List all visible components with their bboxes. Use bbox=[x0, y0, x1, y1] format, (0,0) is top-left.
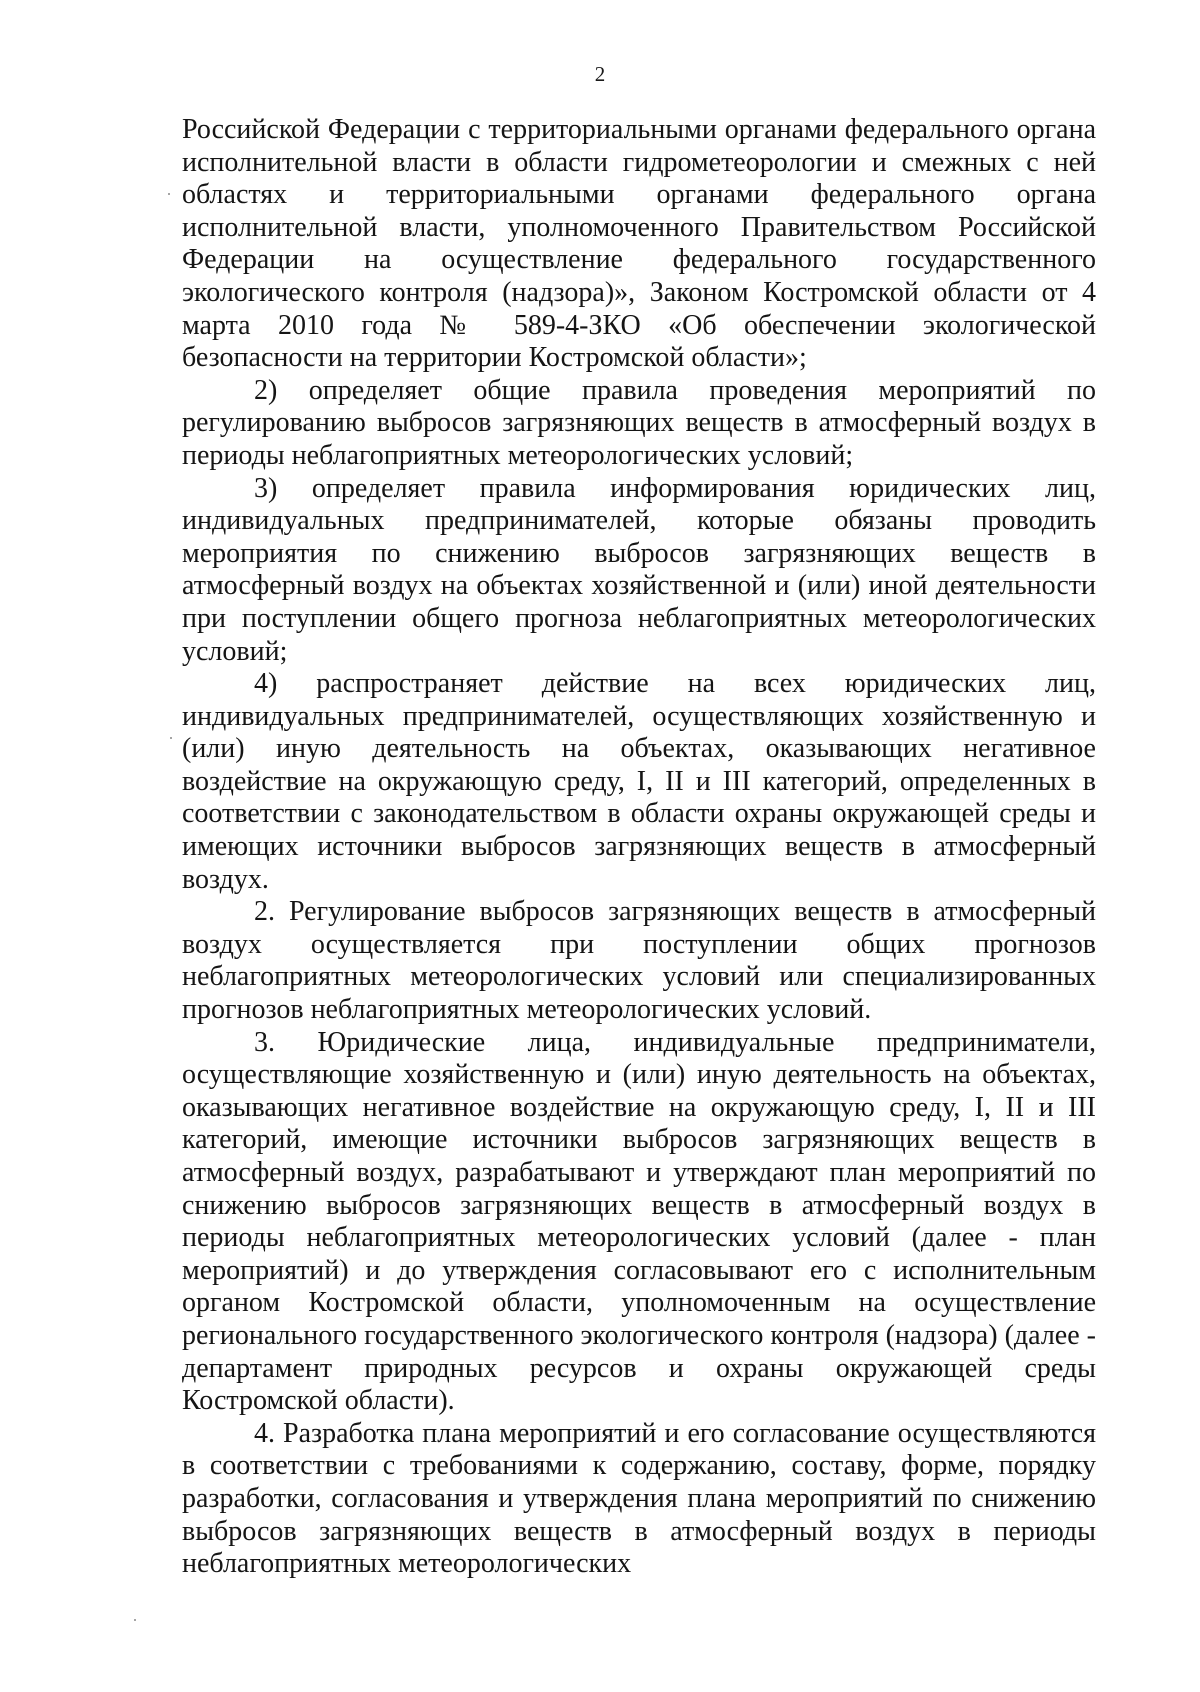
paragraph-continuation: Российской Федерации с территориальными органами федерального органа исполнительной власти в области гидрометеорологии и смежных с ней областях и территориальными органами федерального органа исполнительной власти, уполномоченного Правительством Российской Федерации на осуществление федерального государственного экологического контроля (надзора)», Законом Костромской области от 4 марта 2010 года № 589-4-ЗКО «Об обеспечении экологической безопасности на территории Костромской области»; bbox=[182, 114, 1096, 374]
paragraph-section-2: 2. Регулирование выбросов загрязняющих веществ в атмосферный воздух осуществляется при поступлении общих прогнозов неблагоприятных метеорологических условий или специализированных прогнозов неблагоприятных метеорологических условий. bbox=[182, 896, 1096, 1026]
scan-speck bbox=[168, 193, 170, 195]
paragraph-item-4: 4) распространяет действие на всех юридических лиц, индивидуальных предпринимателей, осуществляющих хозяйственную и (или) иную деятельность на объектах, оказывающих негативное воздействие на окружающую среду, I, II и III категорий, определенных в соответствии с законодательством в области охраны окружающей среды и имеющих источники выбросов загрязняющих веществ в атмосферный воздух. bbox=[182, 668, 1096, 895]
page-number: 2 bbox=[594, 62, 606, 86]
scan-speck bbox=[170, 737, 172, 739]
document-body bbox=[182, 114, 1096, 1581]
paragraph-item-2: 2) определяет общие правила проведения мероприятий по регулированию выбросов загрязняющих веществ в атмосферный воздух в периоды неблагоприятных метеорологических условий; bbox=[182, 374, 1096, 471]
paragraph-section-3: 3. Юридические лица, индивидуальные предприниматели, осуществляющие хозяйственную и (или) иную деятельность на объектах, оказывающих негативное воздействие на окружающую среду, I, II и III категорий, имеющие источники выбросов загрязняющих веществ в атмосферный воздух, разрабатывают и утверждают план мероприятий по снижению выбросов загрязняющих веществ в атмосферный воздух в периоды неблагоприятных метеорологических условий (далее - план мероприятий) и до утверждения согласовывают его с исполнительным органом Костромской области, уполномоченным на осуществление регионального государственного экологического контроля (надзора) (далее - департамент природных ресурсов и охраны окружающей среды Костромской области). bbox=[182, 1026, 1096, 1417]
scan-speck bbox=[134, 1619, 136, 1621]
paragraph-item-3: 3) определяет правила информирования юридических лиц, индивидуальных предпринимателей, которые обязаны проводить мероприятия по снижению выбросов загрязняющих веществ в атмосферный воздух на объектах хозяйственной и (или) иной деятельности при поступлении общего прогноза неблагоприятных метеорологических условий; bbox=[182, 472, 1096, 667]
paragraph-section-4: 4. Разработка плана мероприятий и его согласование осуществляются в соответствии с требованиями к содержанию, составу, форме, порядку разработки, согласования и утверждения плана мероприятий по снижению выбросов загрязняющих веществ в атмосферный воздух в периоды неблагоприятных метеорологических bbox=[182, 1417, 1096, 1580]
